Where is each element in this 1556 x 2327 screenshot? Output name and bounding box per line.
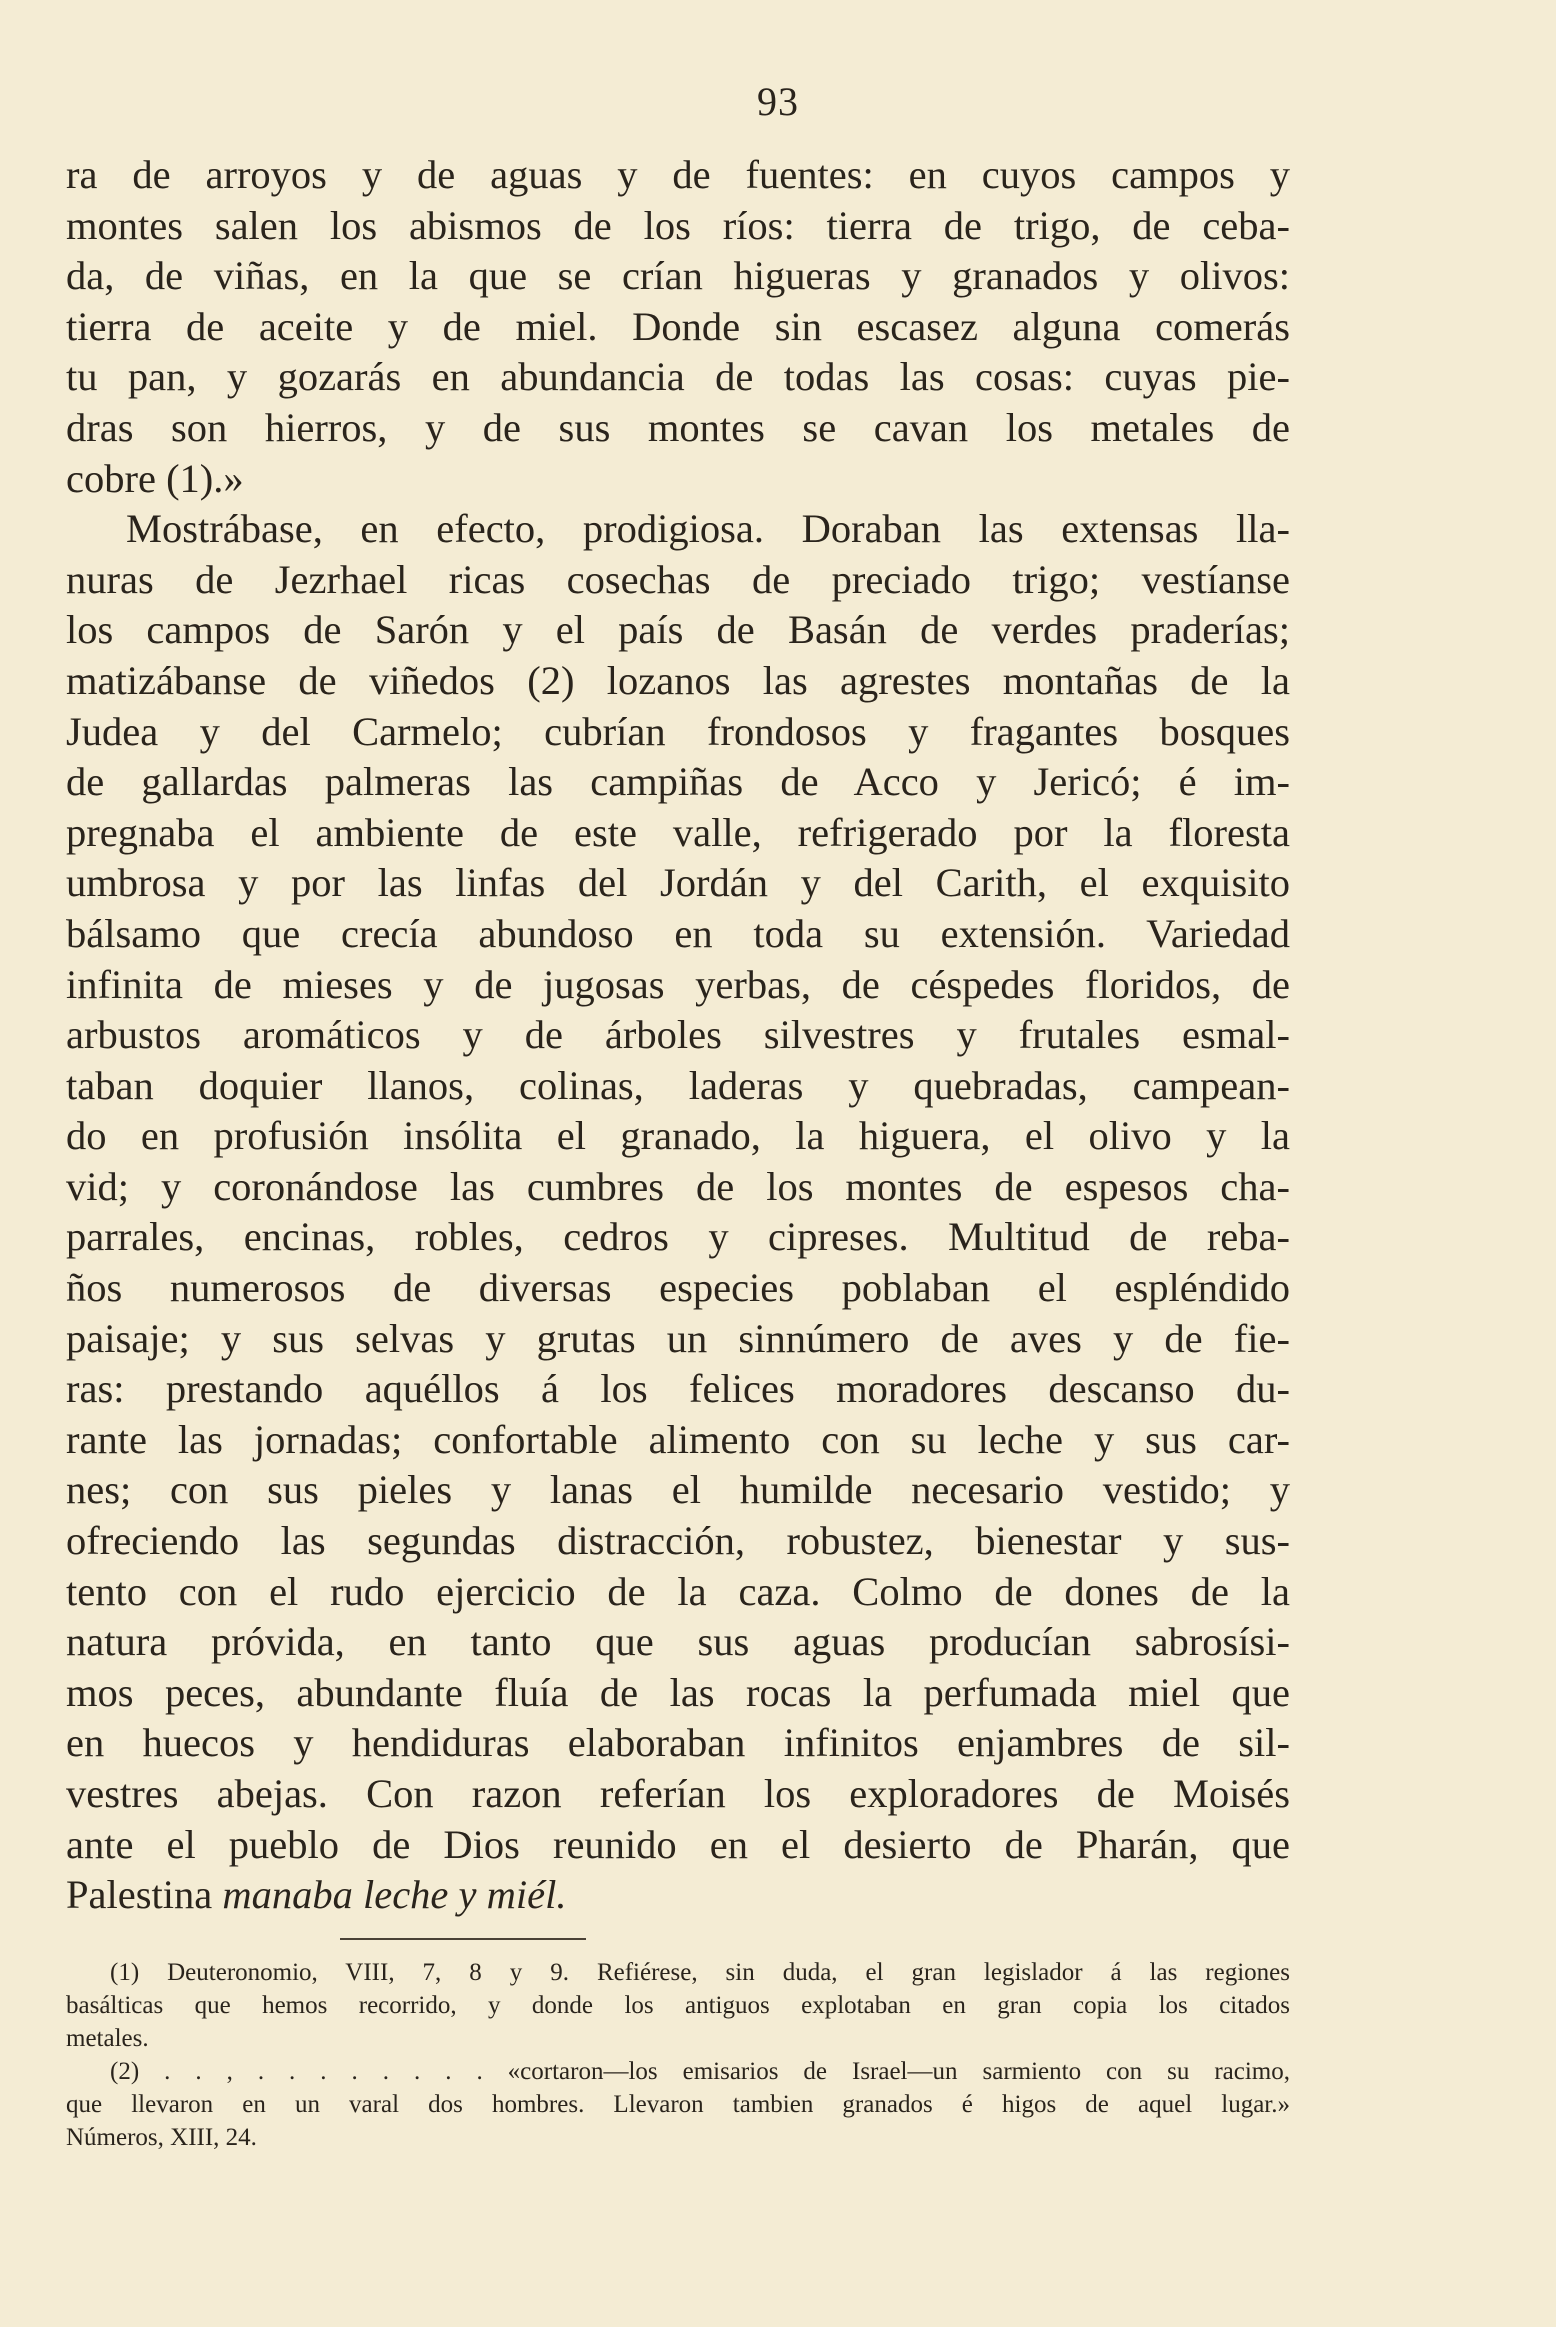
page-number: 93 <box>757 79 799 124</box>
text-line: en huecos y hendiduras elaboraban infinitos enjambres de sil- <box>66 1720 1290 1766</box>
paragraph-start-line: Mostrábase, en efecto, prodigiosa. Doraban las extensas lla- <box>126 506 1290 552</box>
text-line: mos peces, abundante fluía de las rocas la perfumada miel que <box>66 1669 1290 1715</box>
footnote-line: (2) . . , . . . . . . . . «cortaron—los emisarios de Israel—un sarmiento con su racimo, <box>110 2058 1290 2085</box>
footnote-line: Números, XIII, 24. <box>66 2124 257 2151</box>
text-line: tu pan, y gozarás en abundancia de todas las cosas: cuyas pie- <box>66 354 1290 400</box>
text-line: nes; con sus pieles y lanas el humilde necesario vestido; y <box>66 1467 1290 1513</box>
footnotes <box>66 1956 1290 2154</box>
text-line: natura próvida, en tanto que sus aguas producían sabrosísi- <box>66 1619 1290 1665</box>
text-line: da, de viñas, en la que se crían higueras y granados y olivos: <box>66 253 1290 299</box>
text-line: ante el pueblo de Dios reunido en el desierto de Pharán, que <box>66 1821 1290 1867</box>
text-line: cobre (1).» <box>66 455 244 501</box>
text-line: matizábanse de viñedos (2) lozanos las agrestes montañas de la <box>66 657 1290 703</box>
footnote-line: basálticas que hemos recorrido, y donde los antiguos explotaban en gran copia los citados <box>66 1992 1290 2019</box>
footnote-divider <box>340 1938 586 1940</box>
footnote-line: (1) Deuteronomio, VIII, 7, 8 y 9. Refiérese, sin duda, el gran legislador á las regiones <box>110 1959 1290 1986</box>
text-line: los campos de Sarón y el país de Basán de verdes praderías; <box>66 607 1290 653</box>
text-line: Judea y del Carmelo; cubrían frondosos y fragantes bosques <box>66 708 1290 754</box>
text-line: montes salen los abismos de los ríos: tierra de trigo, de ceba- <box>66 202 1290 248</box>
final-line-start: Palestina <box>66 1872 223 1918</box>
text-line: ras: prestando aquéllos á los felices moradores descanso du- <box>66 1366 1290 1412</box>
text-line: nuras de Jezrhael ricas cosechas de preciado trigo; vestíanse <box>66 556 1290 602</box>
text-line: infinita de mieses y de jugosas yerbas, de céspedes floridos, de <box>66 961 1290 1007</box>
footnote-line: metales. <box>66 2025 149 2052</box>
body-text <box>66 150 1290 1921</box>
text-line: vestres abejas. Con razon referían los exploradores de Moisés <box>66 1771 1290 1816</box>
text-line: ños numerosos de diversas especies poblaban el espléndido <box>66 1265 1290 1311</box>
text-line: do en profusión insólita el granado, la higuera, el olivo y la <box>66 1113 1290 1159</box>
text-line: paisaje; y sus selvas y grutas un sinnúmero de aves y de fie- <box>66 1315 1290 1361</box>
text-line: tento con el rudo ejercicio de la caza. Colmo de dones de la <box>66 1568 1290 1614</box>
text-line: pregnaba el ambiente de este valle, refrigerado por la floresta <box>66 809 1290 855</box>
italic-phrase: manaba leche y miél. <box>222 1872 567 1918</box>
text-line: rante las jornadas; confortable alimento con su leche y sus car- <box>66 1416 1290 1462</box>
text-line: de gallardas palmeras las campiñas de Acco y Jericó; é im- <box>66 759 1290 805</box>
text-line: tierra de aceite y de miel. Donde sin escasez alguna comerás <box>66 303 1290 349</box>
text-line: dras son hierros, y de sus montes se cavan los metales de <box>66 404 1290 450</box>
text-line: taban doquier llanos, colinas, laderas y quebradas, campean- <box>66 1062 1290 1108</box>
footnote-line: que llevaron en un varal dos hombres. Llevaron tambien granados é higos de aquel lugar.» <box>66 2091 1290 2118</box>
text-line: ofreciendo las segundas distracción, robustez, bienestar y sus- <box>66 1518 1290 1564</box>
text-line: arbustos aromáticos y de árboles silvestres y frutales esmal- <box>66 1012 1290 1058</box>
final-text-line <box>66 1870 1290 1921</box>
text-line: ra de arroyos y de aguas y de fuentes: en cuyos campos y <box>66 152 1290 197</box>
text-line: parrales, encinas, robles, cedros y cipreses. Multitud de reba- <box>66 1214 1290 1260</box>
text-line: umbrosa y por las linfas del Jordán y del Carith, el exquisito <box>66 860 1290 906</box>
text-line: bálsamo que crecía abundoso en toda su extensión. Variedad <box>66 910 1290 956</box>
text-line: vid; y coronándose las cumbres de los montes de espesos cha- <box>66 1163 1290 1209</box>
